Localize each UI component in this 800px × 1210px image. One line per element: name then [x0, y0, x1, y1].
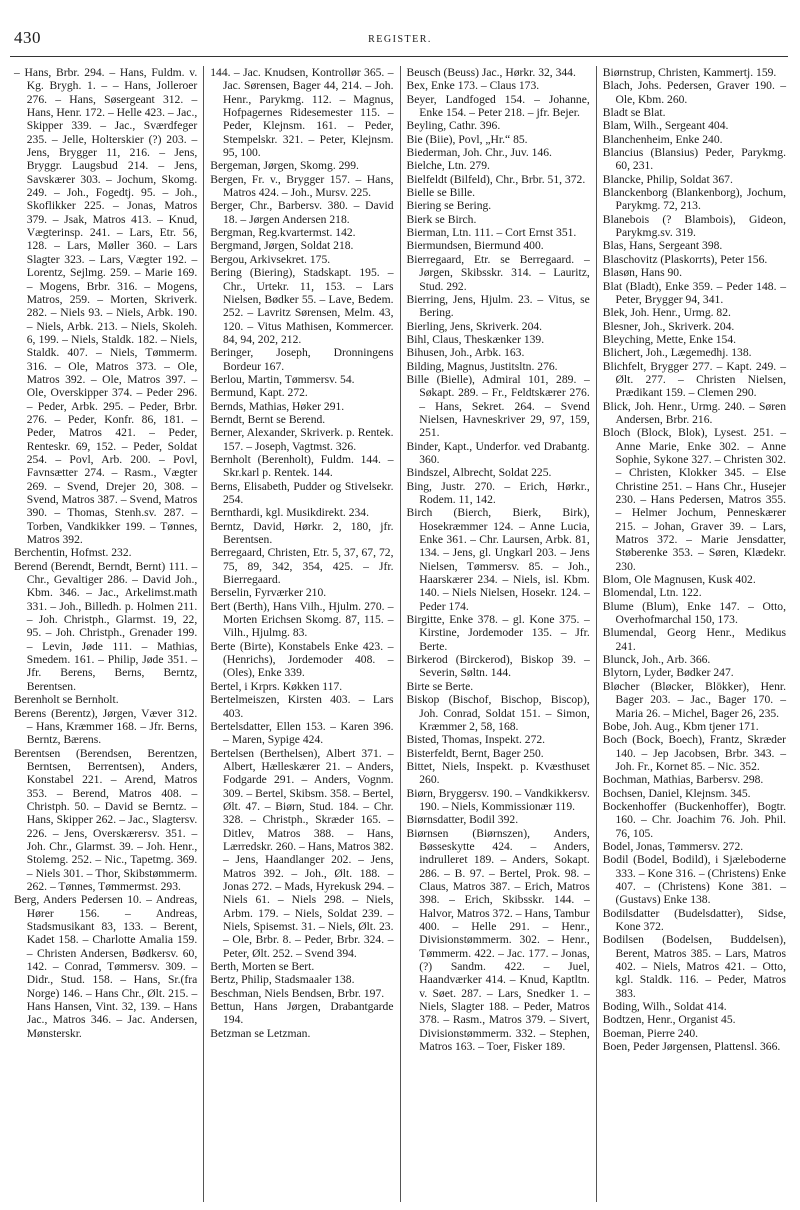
register-column-1: [8, 66, 203, 1202]
register-entry: Bierman, Ltn. 111. – Cort Ernst 351.: [406, 226, 577, 240]
register-entry: Bittet, Niels, Inspekt. p. Kvæsthuset 260.: [406, 759, 590, 787]
register-entry: Bierk se Birch.: [406, 212, 477, 226]
register-entry: Bielche, Ltn. 279.: [406, 159, 490, 173]
register-entry: Bloch (Block, Blok), Lysest. 251. – Anne Marie, Enke 302. – Anne Sophie, Sykone 327. – Christen 302. – Christen, Klokker 345. – Else Christine 251. – Hans Chr., Husejer 230. – Hans Pedersen, Matros 355. – Helmer Jochum, Penneskærer 215. – Johan, Graver 39. – Lars, Matros 372. – Marie Jensdatter, Støberenke 353. – Søren, Klædekr. 230.: [602, 426, 786, 573]
register-entry: Berenholt se Bernholt.: [14, 693, 119, 707]
register-entry: Berger, Chr., Barbersv. 380. – David 18. – Jørgen Andersen 218.: [210, 199, 394, 226]
register-entry: Bert (Berth), Hans Vilh., Hjulm. 270. – Morten Erichsen Skomg. 87, 115. – Vilh., Hjulmg. 83.: [210, 599, 394, 640]
register-entry: Blume (Blum), Enke 147. – Otto, Overhofmarchal 150, 173.: [602, 599, 786, 627]
register-entry: Bodtzen, Henr., Organist 45.: [602, 1013, 736, 1027]
register-entry: Biskop (Bischof, Bischop, Biscop), Joh. Conrad, Soldat 151. – Simon, Kræmmer 2, 58, 168.: [406, 693, 590, 733]
register-entry: Blichert, Joh., Lægemedhj. 138.: [602, 346, 752, 360]
register-entry: Beschman, Niels Bendsen, Brbr. 197.: [210, 986, 385, 1000]
register-entry: Berend (Berendt, Berndt, Bernt) 111. – Chr., Gevaltiger 286. – David Joh., Kbm. 346. – Jac., Arkelimst.math 331. – Joh., Billedh. p. Holmen 211. – Joh. Christph., Glarmst. 19, 22, 95. – Joh. Christph., Grenader 199. – Levin, Jøde 111. – Mathias, Smedem. 161. – Philip, Jøde 351. – Jfr. Berens, Berns, Berntz, Berentsen.: [14, 559, 198, 693]
register-entry: Boch (Bock, Boech), Frantz, Skræder 140. – Jep Jacobsen, Brbr. 343. – Joh. Fr., Kornet 85. – Nic. 352.: [602, 733, 786, 773]
register-entry: Bisted, Thomas, Inspekt. 272.: [406, 733, 546, 747]
register-entry: Bleyching, Mette, Enke 154.: [602, 332, 737, 346]
register-entry: Berentsen (Berendsen, Berentzen, Berntsen, Berrentsen), Anders, Konstabel 221. – Arend, Matros 353. – Berend, Matros 408. – Christph. 50. – David se Berntz. – Hans, Skipper 262. – Jac., Slagtersv. 226. – Jens, Overskærersv. 351. – Joh. Chr., Glarmst. 39. – Joh. Henr., Stolemg. 252. – Nic., Tapetmg. 369. – Niels 301. – Thor, Skibstømmerm. 262. – Tønnes, Tømmermst. 293.: [14, 746, 198, 893]
register-entry: Bielle se Bille.: [406, 186, 476, 200]
register-entry: Bielfeldt (Bilfeld), Chr., Brbr. 51, 372.: [406, 172, 586, 186]
register-entry: Blach, Johs. Pedersen, Graver 190. – Ole, Kbm. 260.: [602, 79, 786, 106]
register-entry: Bing, Justr. 270. – Erich, Hørkr., Rodem. 11, 142.: [406, 479, 590, 506]
register-entry: Betzman se Letzman.: [210, 1026, 311, 1040]
register-entry: Beyer, Landfoged 154. – Johanne, Enke 154. – Peter 218. – jfr. Bejer.: [406, 92, 590, 120]
register-entry: Biørnsdatter, Bodil 392.: [406, 813, 519, 827]
register-entry: Berselin, Fyrværker 210.: [210, 586, 327, 600]
running-title: REGISTER.: [368, 34, 432, 45]
register-entry: Berchentin, Hofmst. 232.: [14, 546, 132, 560]
register-column-3: [400, 66, 596, 1202]
register-entry: Blaschovitz (Plaskorrts), Peter 156.: [602, 252, 768, 266]
register-entry: Bindszel, Albrecht, Soldat 225.: [406, 466, 552, 480]
register-entry: Biering se Bering.: [406, 199, 492, 213]
register-entry: Blunck, Joh., Arb. 366.: [602, 653, 711, 667]
header-rule: [10, 56, 788, 57]
register-entry: Berte (Birte), Konstabels Enke 423. – (Henrichs), Jordemoder 408. – (Oles), Enke 339.: [210, 639, 394, 680]
register-entry: Bermund, Kapt. 272.: [210, 386, 308, 400]
register-entry: Bierregaard, Etr. se Berregaard. – Jørgen, Skibsskr. 314. – Lauritz, Stud. 292.: [406, 252, 590, 293]
register-entry: Blancke, Philip, Soldat 367.: [602, 172, 733, 186]
register-entry: Blanebois (? Blambois), Gideon, Parykmg.sv. 319.: [602, 212, 786, 240]
register-entry: Berns, Elisabeth, Pudder og Stivelsekr. 254.: [210, 479, 394, 506]
register-entry: Bergman, Reg.kvartermst. 142.: [210, 226, 356, 240]
register-entry: Blanchenheim, Enke 240.: [602, 132, 723, 146]
register-entry: Bierring, Jens, Hjulm. 23. – Vitus, se Bering.: [406, 292, 590, 320]
register-entry: Bodilsen (Bodelsen, Buddelsen), Berent, Matros 385. – Lars, Matros 402. – Niels, Matros 421. – Otto, kgl. Staldk. 116. – Peder, Matros 383.: [602, 933, 786, 1000]
register-entry: Blick, Joh. Henr., Urmg. 240. – Søren Andersen, Brbr. 216.: [602, 399, 786, 426]
register-entry: – Hans, Brbr. 294. – Hans, Fuldm. v. Kg. Brygh. 1. – – Hans, Jolleroer 276. – Hans, Søsergeant 312. – Hans, Henr. 172. – Helle 423. – Jac., Skipper 339. – Jac., Sværdfeger 235. – Jelle, Holterskier (?) 203. – Jens, Brygger 11, 216. – Jens, Bryggr. Laugsbud 214. – Jens, Savskærer 303. – Jochum, Skomg. 249. – Joh., Fogedtj. 95. – Joh., Skoflikker 225. – Jonas, Matros 379. – Jsak, Matros 413. – Knud, Vægterinsp. 241. – Lars, Etr. 56, 128. – Lars, Møller 360. – Lars Slagter 323. – Lars, Vægter 192. – Lorentz, Sejlmg. 259. – Marie 169. – Mogens, Brbr. 316. – Mogens, Matros, 259. – Morten, Skriverk. 282. – Niels 93. – Niels, Arbk. 190. – Niels, Arbk. 213. – Niels, Skoleh. 6, 199. – Niels, Staldk. 182. – Niels, Staldk. 407. – Niels, Tømmerm. 316. – Ole, Matros 373. – Ole, Matros 392. – Ole, Matros 397. – Ole, Overskipper 374. – Peder 296. – Peder, Arbk. 295. – Peder, Brbr. 276. – Peder, Konfr. 86, 181. – Peder, Matros 421. – Peder, Renteskr. 69, 152. – Peder, Soldat 254. – Povl, Arb. 200. – Povl, Favnsætter 274. – Rasm., Vægter 269. – Svend, Drejer 20, 308. – Svend, Matros 387. – Svend, Matros 390. – Thomas, Stenh.sv. 287. – Torben, Vandkikker 199. – Tønnes, Matros 392.: [14, 66, 198, 547]
register-entry: Birkerod (Birckerod), Biskop 39. – Severin, Søltn. 144.: [406, 653, 590, 680]
register-entry: Beringer, Joseph, Dronningens Bordeur 167.: [210, 346, 394, 373]
register-entry: Boeman, Pierre 240.: [602, 1026, 699, 1040]
register-entry: Blichfelt, Brygger 277. – Kapt. 249. – Ølt. 277. – Christen Nielsen, Prædikant 159. – Clemen 290.: [602, 359, 786, 400]
register-entry: Bergeman, Jørgen, Skomg. 299.: [210, 159, 359, 173]
register-entry: Bernds, Mathias, Høker 291.: [210, 399, 345, 413]
register-entry: Blek, Joh. Henr., Urmg. 82.: [602, 306, 731, 320]
register-entry: Bilding, Magnus, Justitsltn. 276.: [406, 359, 558, 373]
register-entry: Blasøn, Hans 90.: [602, 266, 682, 280]
register-entry: Bergmand, Jørgen, Soldat 218.: [210, 239, 354, 253]
register-entry: Bernholt (Berenholt), Fuldm. 144. – Skr.karl p. Rentek. 144.: [210, 452, 394, 480]
register-entry: Bille (Bielle), Admiral 101, 289. – Søkapt. 289. – Fr., Feldtskærer 276. – Hans, Sekret. 264. – Svend Nielsen, Havneskriver 29, 97, 159, 251.: [406, 372, 590, 440]
register-entry: Birch (Bierch, Bierk, Birk), Hosekræmmer 124. – Anne Lucia, Enke 361. – Chr. Laursen, Arbk. 81, 134. – Jens, gl. Ungkarl 203. – Jens Nielsen, Tømmersv. 85. – Joh., Haarskærer 234. – Niels, isl. Kbm. 140. – Niels Nielsen, Hosekr. 124. – Peder 174.: [406, 506, 590, 613]
register-column-2: [203, 66, 399, 1202]
register-entry: Blesner, Joh., Skriverk. 204.: [602, 319, 735, 333]
register-entry: Biørnsen (Biørnszen), Anders, Bøsseskytte 424. – Anders, indrulleret 189. – Anders, Sokapt. 286. – B. 97. – Bertel, Prok. 98. – Claus, Matros 387. – Erich, Matros 398. – Erich, Skibsskr. 144. – Halvor, Matros 372. – Hans, Tambur 400. – Helle 291. – Henr., Divisionstømmerm. 302. – Henr., Tømmerm. 422. – Jac. 177. – Jonas, (?) Sandm. 422. – Juel, Haandværker 414. – Knud, Kaptltn. v. Søet. 287. – Lars, Snedker 1. – Niels, Slagter 188. – Peder, Matros 378. – Rasm., Matros 379. – Sivert, Divisionstømmerm. 332. – Stephen, Matros 163. – Toer, Fisker 189.: [406, 826, 590, 1054]
register-entry: Bernthardi, kgl. Musikdirekt. 234.: [210, 506, 370, 520]
register-entry: Birte se Berte.: [406, 679, 474, 693]
register-entry: Beusch (Beuss) Jac., Hørkr. 32, 344.: [406, 66, 576, 79]
register-entry: 144. – Jac. Knudsen, Kontrollør 365. – Jac. Sørensen, Bager 44, 214. – Joh. Henr., Parykmg. 112. – Magnus, Hofpagernes Ridesemester 115. – Peder, Klejnsm. 161. – Peder, Stempelskr. 321. – Peter, Klejnsm. 95, 100.: [210, 66, 394, 160]
register-entry: Bertel, i Krprs. Køkken 117.: [210, 679, 343, 693]
register-entry: Bihl, Claus, Theskænker 139.: [406, 332, 545, 346]
register-entry: Blumendal, Georg Henr., Medikus 241.: [602, 626, 786, 653]
register-entry: Bertelmeiszen, Kirsten 403. – Lars 403.: [210, 693, 394, 720]
register-entry: Berndt, Bernt se Berend.: [210, 412, 326, 426]
register-entry: Bertelsen (Berthelsen), Albert 371. – Albert, Hælleskærer 21. – Anders, Fodgarde 291. – Anders, Vognm. 309. – Bertel, Skibsm. 358. – Bertel, Ølt. 47. – Biørn, Stud. 184. – Chr. 328. – Christph., Skræder 165. – Ditlev, Matros 388. – Hans, Lærredskr. 260. – Hans, Matros 382. – Jens, Haandlanger 202. – Jens, Matros 392. – Joh., Ølt. 188. – Jonas 272. – Mads, Hyrekusk 294. – Niels 61. – Niels 298. – Niels, Arbm. 179. – Niels, Soldat 239. – Niels, Spisemst. 31. – Niels, Ølt. 23. – Ole, Brbr. 8. – Peder, Brbr. 324. – Peter, Ølt. 252. – Svend 394.: [210, 746, 394, 960]
register-entry: Bodil (Bodel, Bodild), i Sjæleboderne 333. – Kone 316. – (Christens) Enke 407. – (Christens) Kone 381. – (Gustavs) Enke 138.: [602, 853, 786, 907]
register-entry: Biørn, Bryggersv. 190. – Vandkikkersv. 190. – Niels, Kommissionær 119.: [406, 786, 590, 813]
register-entry: Berntz, David, Hørkr. 2, 180, jfr. Berentsen.: [210, 519, 394, 547]
register-entry: Boding, Wilh., Soldat 414.: [602, 1000, 727, 1014]
register-entry: Bochsen, Daniel, Klejnsm. 345.: [602, 786, 751, 800]
register-entry: Bodel, Jonas, Tømmersv. 272.: [602, 839, 744, 853]
register-entry: Bering (Biering), Stadskapt. 195. – Chr., Urtekr. 11, 153. – Lars Nielsen, Bødker 55. – Lave, Bedem. 252. – Lavritz Sørensen, Melm. 43, 120. – Vitus Mathisen, Kommercer. 84, 94, 202, 212.: [210, 266, 394, 346]
register-entry: Bierling, Jens, Skriverk. 204.: [406, 319, 543, 333]
register-entry: Blom, Ole Magnusen, Kusk 402.: [602, 573, 756, 587]
register-entry: Berth, Morten se Bert.: [210, 960, 315, 974]
register-entry: Bladt se Blat.: [602, 106, 666, 120]
register-entry: Blam, Wilh., Sergeant 404.: [602, 119, 729, 133]
register-entry: Bockenhoffer (Buckenhoffer), Bogtr. 160. – Chr. Joachim 76. Joh. Phil. 76, 105.: [602, 799, 786, 840]
register-entry: Bettun, Hans Jørgen, Drabantgarde 194.: [210, 1000, 394, 1027]
register-entry: Boen, Peder Jørgensen, Plattensl. 366.: [602, 1040, 781, 1054]
register-entry: Biørnstrup, Christen, Kammertj. 159.: [602, 66, 777, 79]
page-header: [14, 28, 786, 50]
register-entry: Bodilsdatter (Budelsdatter), Sidse, Kone 372.: [602, 906, 786, 933]
register-entry: Bertelsdatter, Ellen 153. – Karen 396. – Maren, Sypige 424.: [210, 719, 394, 747]
register-entry: Bihusen, Joh., Arbk. 163.: [406, 346, 525, 360]
register-entry: Beyling, Cathr. 396.: [406, 119, 501, 133]
register-entry: Bløcher (Bløcker, Blökker), Henr. Bager 203. – Jac., Bager 170. – Maria 26. – Michel, Bager 26, 235.: [602, 679, 786, 720]
register-entry: Berg, Anders Pedersen 10. – Andreas, Hører 156. – Andreas, Stadsmusikant 83, 133. – Berent, Kadet 158. – Charlotte Amalia 159. – Christen Andersen, Bødkersv. 60, 142. – Conrad, Tømmersv. 309. – Didr., Stud. 158. – Hans, Sr.(fra Norge) 146. – Hans Chr., Ølt. 215. – Hans Hansen, Vint. 32, 139. – Hans Jac., Matros 346. – Jac. Andersen, Mønsterskr.: [14, 893, 198, 1040]
register-entry: Berlou, Martin, Tømmersv. 54.: [210, 372, 355, 386]
register-entry: Bie (Biie), Povl, „Hr.“ 85.: [406, 132, 528, 146]
register-entry: Bochman, Mathias, Barbersv. 298.: [602, 773, 764, 787]
register-entry: Blomendal, Ltn. 122.: [602, 586, 702, 600]
register-entry: Blanckenborg (Blankenborg), Jochum, Parykmg. 72, 213.: [602, 186, 786, 213]
register-entry: Bergou, Arkivsekret. 175.: [210, 252, 331, 266]
register-entry: Blancius (Blansius) Peder, Parykmg. 60, 231.: [602, 146, 786, 173]
register-entry: Berens (Berentz), Jørgen, Væver 312. – Hans, Kræmmer 168. – Jfr. Berns, Berntz, Bærens.: [14, 706, 198, 747]
register-entry: Bergen, Fr. v., Brygger 157. – Hans, Matros 424. – Joh., Mursv. 225.: [210, 172, 394, 200]
register-entry: Bertz, Philip, Stadsmaaler 138.: [210, 973, 355, 987]
register-column-4: [596, 66, 792, 1202]
register-entry: Bisterfeldt, Bernt, Bager 250.: [406, 746, 544, 760]
register-entry: Birgitte, Enke 378. – gl. Kone 375. – Kirstine, Jordemoder 135. – Jfr. Berte.: [406, 613, 590, 653]
register-entry: Blas, Hans, Sergeant 398.: [602, 239, 723, 253]
register-entry: Blytorn, Lyder, Bødker 247.: [602, 666, 734, 680]
register-entry: Biederman, Joh. Chr., Juv. 146.: [406, 146, 552, 160]
register-columns: [8, 66, 792, 1202]
register-entry: Blat (Bladt), Enke 359. – Peder 148. – Peter, Brygger 94, 341.: [602, 279, 786, 306]
page-number: 430: [14, 28, 41, 47]
register-entry: Bobe, Joh. Aug., Kbm tjener 171.: [602, 719, 759, 733]
register-entry: Biermundsen, Biermund 400.: [406, 239, 544, 253]
register-entry: Berregaard, Christen, Etr. 5, 37, 67, 72, 75, 89, 342, 354, 425. – Jfr. Bierregaard.: [210, 546, 394, 587]
register-entry: Binder, Kapt., Underfor. ved Drabantg. 360.: [406, 439, 590, 466]
register-entry: Berner, Alexander, Skriverk. p. Rentek. 157. – Joseph, Vagtmst. 326.: [210, 426, 394, 453]
register-entry: Bex, Enke 173. – Claus 173.: [406, 79, 540, 93]
